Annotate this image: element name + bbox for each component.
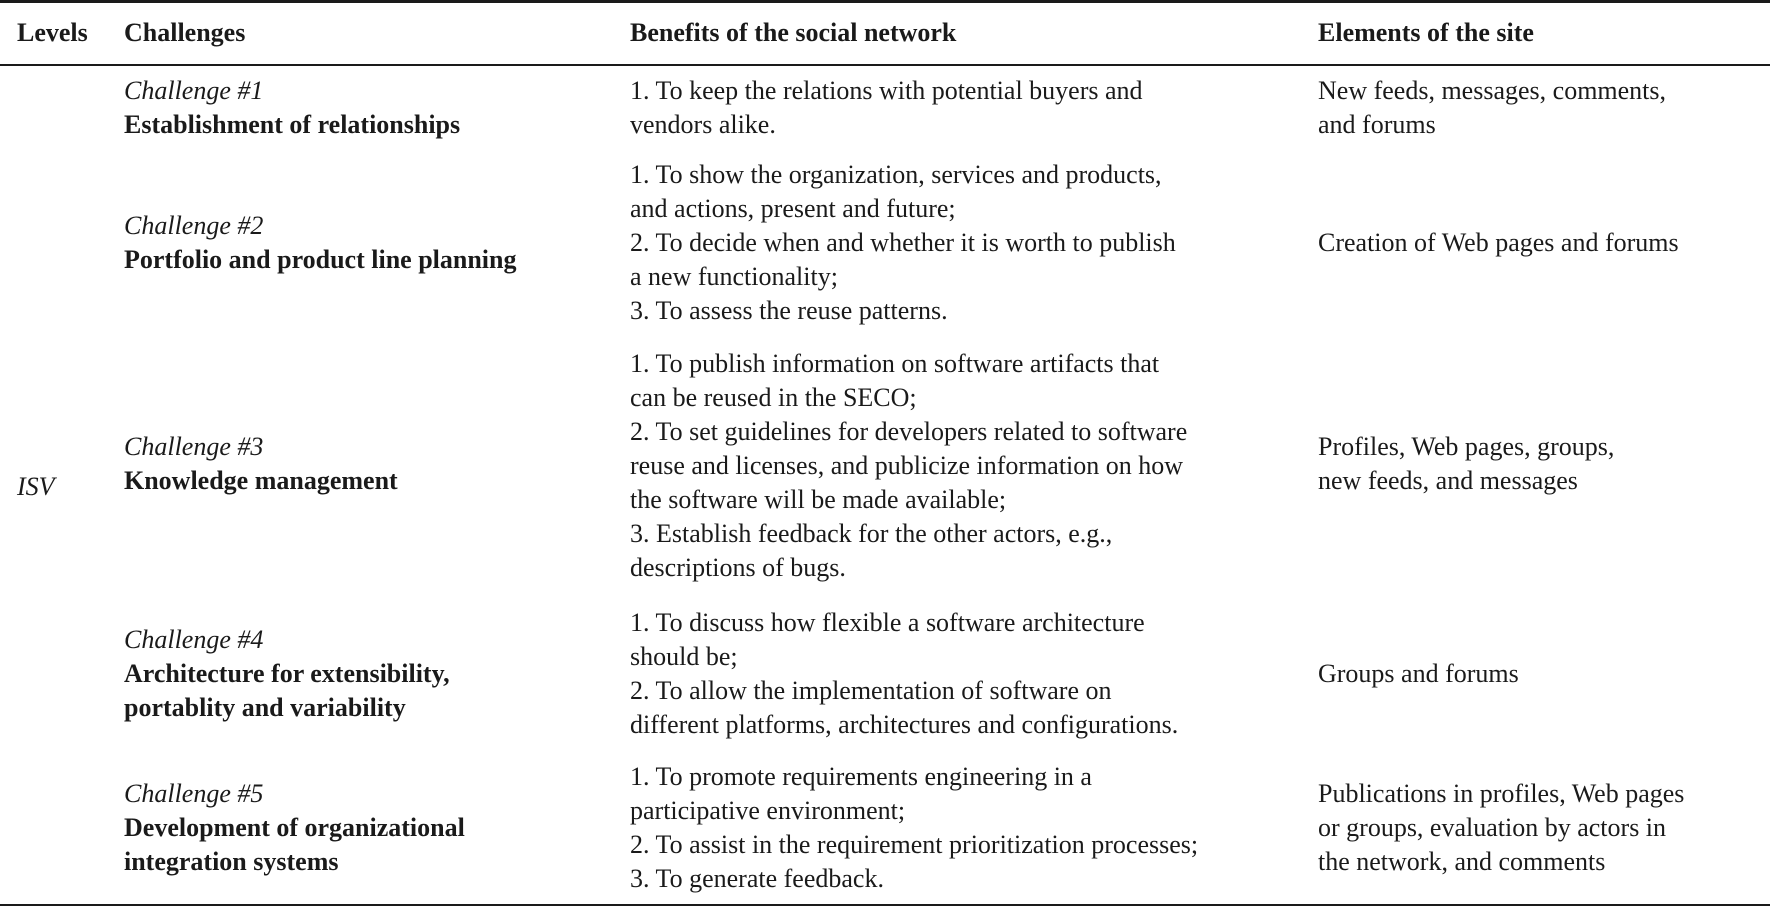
challenge-cell-3 (124, 430, 398, 498)
benefit-line: 2. To decide when and whether it is worth to publish (630, 228, 1176, 257)
elements-cell-2 (1318, 226, 1679, 260)
benefit-line: participative environment; (630, 796, 906, 825)
benefit-line: can be reused in the SECO; (630, 383, 917, 412)
element-line: new feeds, and messages (1318, 466, 1578, 495)
benefits-cell-2 (630, 158, 1176, 328)
challenge-cell-5 (124, 777, 465, 879)
benefit-line: 1. To discuss how flexible a software architecture (630, 608, 1145, 637)
header-challenges: Challenges (124, 18, 246, 47)
header-levels: Levels (17, 18, 88, 47)
benefits-cell-3 (630, 347, 1187, 585)
benefit-line: should be; (630, 642, 738, 671)
benefit-line: reuse and licenses, and publicize information on how (630, 451, 1184, 480)
challenge-title: integration systems (124, 847, 339, 876)
benefit-line: 3. Establish feedback for the other actors, e.g., (630, 519, 1113, 548)
element-line: Profiles, Web pages, groups, (1318, 432, 1615, 461)
benefit-line: different platforms, architectures and configurations. (630, 710, 1179, 739)
table-header-rule (0, 64, 1770, 66)
elements-cell-5 (1318, 777, 1684, 879)
element-line: Groups and forums (1318, 659, 1519, 688)
benefit-line: 3. To generate feedback. (630, 864, 884, 893)
benefit-line: 1. To promote requirements engineering in a (630, 762, 1092, 791)
header-benefits: Benefits of the social network (630, 18, 957, 47)
benefit-line: 1. To publish information on software artifacts that (630, 349, 1160, 378)
benefit-line: 2. To allow the implementation of software on (630, 676, 1112, 705)
challenge-title: Development of organizational (124, 813, 465, 842)
header-elements: Elements of the site (1318, 18, 1534, 47)
benefits-cell-1 (630, 74, 1143, 142)
elements-cell-4 (1318, 657, 1519, 691)
table-bottom-rule (0, 904, 1770, 906)
element-line: New feeds, messages, comments, (1318, 76, 1667, 105)
challenge-number: Challenge #3 (124, 432, 264, 461)
challenge-title: Portfolio and product line planning (124, 245, 517, 274)
challenge-cell-2 (124, 209, 517, 277)
benefit-line: a new functionality; (630, 262, 838, 291)
element-line: and forums (1318, 110, 1436, 139)
level-label: ISV (17, 472, 55, 501)
element-line: Publications in profiles, Web pages (1318, 779, 1685, 808)
benefit-line: 1. To show the organization, services and products, (630, 160, 1162, 189)
element-line: or groups, evaluation by actors in (1318, 813, 1667, 842)
benefits-cell-5 (630, 760, 1198, 896)
benefits-cell-4 (630, 606, 1178, 742)
benefit-line: descriptions of bugs. (630, 553, 846, 582)
benefit-line: vendors alike. (630, 110, 776, 139)
challenge-title: portablity and variability (124, 693, 406, 722)
challenge-title: Establishment of relationships (124, 110, 461, 139)
benefit-line: 2. To set guidelines for developers related to software (630, 417, 1188, 446)
challenge-number: Challenge #1 (124, 76, 264, 105)
benefit-line: 2. To assist in the requirement prioritization processes; (630, 830, 1199, 859)
challenge-number: Challenge #5 (124, 779, 264, 808)
element-line: Creation of Web pages and forums (1318, 228, 1679, 257)
elements-cell-1 (1318, 74, 1666, 142)
challenge-cell-1 (124, 74, 460, 142)
challenge-title: Architecture for extensibility, (124, 659, 450, 688)
benefit-line: 1. To keep the relations with potential buyers and (630, 76, 1143, 105)
benefit-line: 3. To assess the reuse patterns. (630, 296, 948, 325)
challenge-title: Knowledge management (124, 466, 398, 495)
challenge-number: Challenge #2 (124, 211, 264, 240)
elements-cell-3 (1318, 430, 1614, 498)
benefit-line: the software will be made available; (630, 485, 1007, 514)
benefit-line: and actions, present and future; (630, 194, 956, 223)
challenge-number: Challenge #4 (124, 625, 264, 654)
element-line: the network, and comments (1318, 847, 1606, 876)
challenge-cell-4 (124, 623, 450, 725)
table-top-rule (0, 0, 1770, 3)
